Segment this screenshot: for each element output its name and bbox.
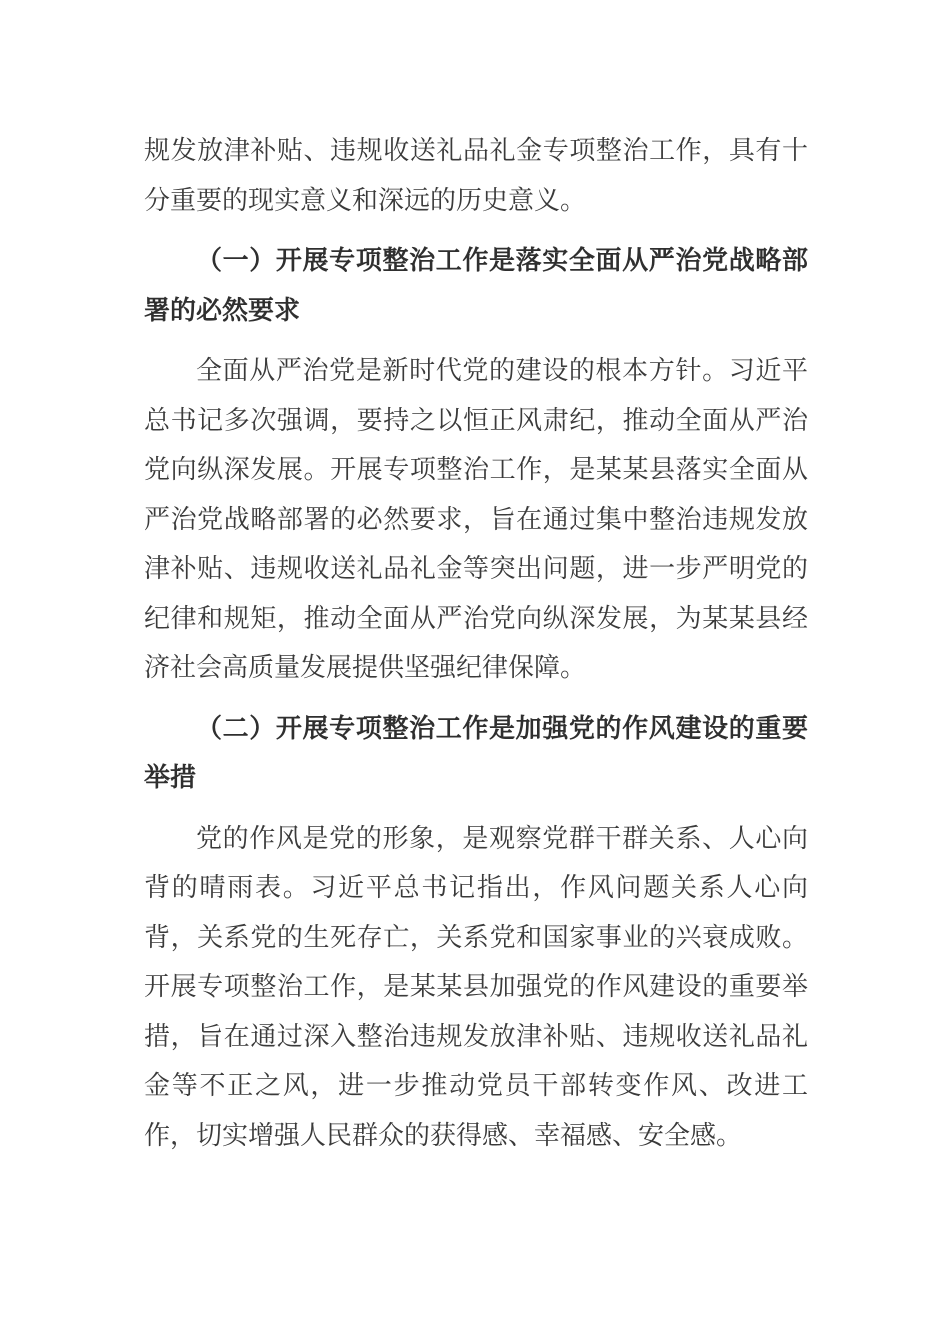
section-1-body: 全面从严治党是新时代党的建设的根本方针。习近平总书记多次强调，要持之以恒正风肃纪，推动全面从严治党向纵深发展。开展专项整治工作，是某某县落实全面从严治党战略部署的必然要求，旨在通过集中整治违规发放津补贴、违规收送礼品礼金等突出问题，进一步严明党的纪律和规矩，推动全面从严治党向纵深发展，为某某县经济社会高质量发展提供坚强纪律保障。 [144,356,808,683]
section-2-body: 党的作风是党的形象，是观察党群干群关系、人心向背的晴雨表。习近平总书记指出，作风问题关系人心向背，关系党的生死存亡，关系党和国家事业的兴衰成败。开展专项整治工作，是某某县加强党的作风建设的重要举措，旨在通过深入整治违规发放津补贴、违规收送礼品礼金等不正之风，进一步推动党员干部转变作风、改进工作，切实增强人民群众的获得感、幸福感、安全感。 [144,823,808,1151]
section-heading-2: （二）开展专项整治工作是加强党的作风建设的重要举措 [144,713,808,793]
section-heading-1: （一）开展专项整治工作是落实全面从严治党战略部署的必然要求 [144,246,808,326]
document-body [144,127,808,1172]
paragraph-continuation: 规发放津补贴、违规收送礼品礼金专项整治工作，具有十分重要的现实意义和深远的历史意义。 [144,136,808,216]
